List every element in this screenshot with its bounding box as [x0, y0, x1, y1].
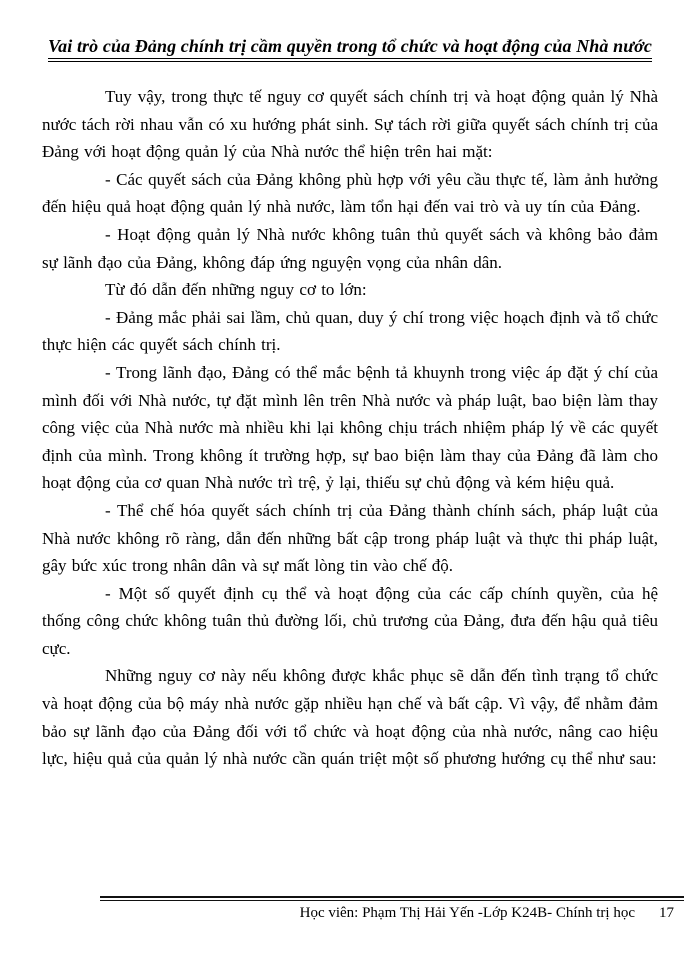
page-title: Vai trò của Đảng chính trị cầm quyền trong tổ chức và hoạt động của Nhà nước: [48, 36, 652, 62]
paragraph: Tuy vậy, trong thực tế nguy cơ quyết sách chính trị và hoạt động quản lý Nhà nước tách rời nhau vẫn có xu hướng phát sinh. Sự tách rời giữa quyết sách chính trị của Đảng với hoạt động quản lý của Nhà nước thể hiện trên hai mặt:: [42, 87, 658, 162]
paragraph: - Các quyết sách của Đảng không phù hợp với yêu cầu thực tế, làm ảnh hưởng đến hiệu quả hoạt động quản lý nhà nước, làm tổn hại đến vai trò và uy tín của Đảng.: [42, 169, 658, 217]
paragraph: - Đảng mắc phải sai lầm, chủ quan, duy ý chí trong việc hoạch định và tổ chức thực hiện các quyết sách chính trị.: [42, 307, 658, 355]
document-body: [42, 83, 658, 773]
page-number: 17: [659, 905, 674, 921]
page-header: [0, 36, 700, 62]
paragraph: - Hoạt động quản lý Nhà nước không tuân thủ quyết sách và không bảo đảm sự lãnh đạo của Đảng, không đáp ứng nguyện vọng của nhân dân.: [42, 224, 658, 272]
footer-author-line: Học viên: Phạm Thị Hải Yến -Lớp K24B- Chính trị học: [299, 905, 635, 921]
paragraph: - Thể chế hóa quyết sách chính trị của Đảng thành chính sách, pháp luật của Nhà nước không rõ ràng, dẫn đến những bất cập trong pháp luật và thực thi pháp luật, gây bức xúc trong nhân dân và sự mất lòng tin vào chế độ.: [42, 500, 658, 576]
footer-divider: [100, 896, 684, 901]
paragraph: - Một số quyết định cụ thể và hoạt động của các cấp chính quyền, của hệ thống công chức không tuân thủ đường lối, chủ trương của Đảng, đưa đến hậu quả tiêu cực.: [42, 583, 658, 658]
paragraph: Từ đó dẫn đến những nguy cơ to lớn:: [105, 280, 367, 300]
paragraph: - Trong lãnh đạo, Đảng có thể mắc bệnh tả khuynh trong việc áp đặt ý chí của mình đối với Nhà nước, tự đặt mình lên trên Nhà nước và pháp luật, bao biện làm thay công việc của Nhà nước mà nhiều khi lại không chịu trách nhiệm pháp lý về các quyết định của mình. Trong không ít trường hợp, sự bao biện làm thay của Đảng đã làm cho hoạt động của cơ quan Nhà nước trì trệ, ỷ lại, thiếu sự chủ động và kém hiệu quả.: [42, 362, 658, 493]
page-footer: [100, 903, 684, 923]
paragraph: Những nguy cơ này nếu không được khắc phục sẽ dẫn đến tình trạng tổ chức và hoạt động của bộ máy nhà nước gặp nhiều hạn chế và bất cập. Vì vậy, để nhằm đảm bảo sự lãnh đạo của Đảng đối với tổ chức và hoạt động của nhà nước, nâng cao hiệu lực, hiệu quả của quản lý nhà nước cần quán triệt một số phương hướng cụ thể như sau:: [42, 666, 658, 769]
